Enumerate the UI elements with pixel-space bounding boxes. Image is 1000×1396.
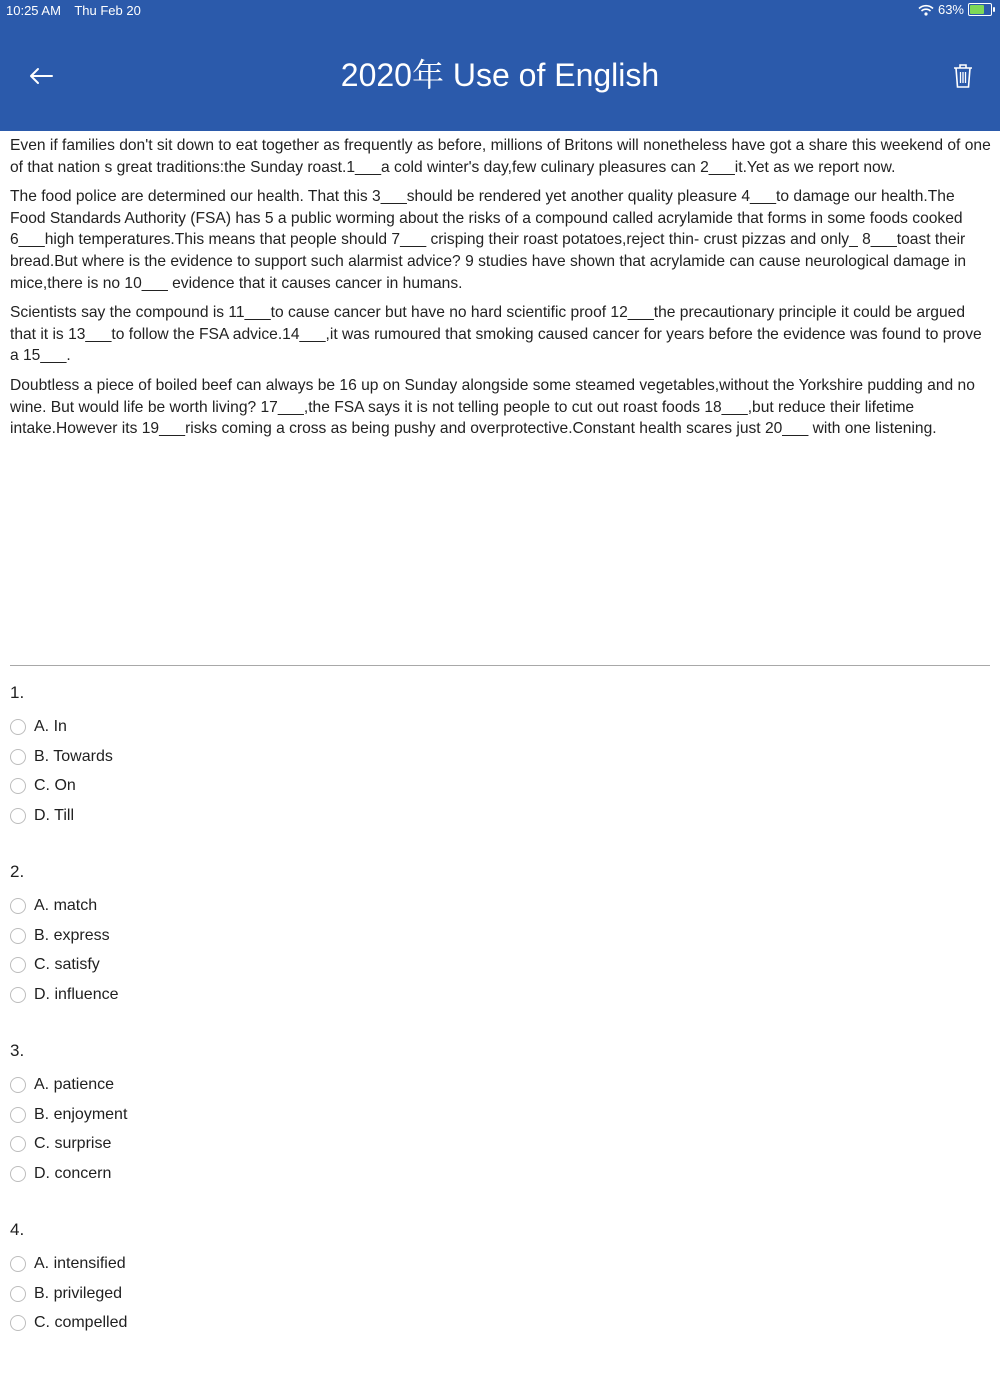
option-a[interactable] [10,1249,990,1279]
question-2 [10,859,990,1038]
question-4 [10,1217,990,1396]
question-list [10,680,990,1396]
option-a[interactable] [10,712,990,742]
radio-icon[interactable] [10,1256,26,1272]
question-1 [10,680,990,859]
option-label: B. enjoyment [34,1105,128,1123]
option-label: C. compelled [34,1314,128,1332]
option-a[interactable] [10,891,990,921]
radio-icon[interactable] [10,987,26,1003]
radio-icon[interactable] [10,957,26,973]
passage-paragraph: Doubtless a piece of boiled beef can always be 16 up on Sunday alongside some steamed vegetables,without the Yorkshire pudding and no wine. But would life be worth living? 17___,the FSA says it is not telling people to cut out roast foods 18___,but reduce their lifetime intake.However its 19___risks coming a cross as being pushy and overprotective.Constant health scares just 20___ with one listening. [10,376,975,438]
option-b[interactable] [10,742,990,772]
radio-icon[interactable] [10,928,26,944]
option-d[interactable] [10,1159,990,1189]
wifi-icon [918,4,934,16]
trash-icon [952,62,974,90]
passage-paragraph: Even if families don't sit down to eat together as frequently as before, millions of Britons will nonetheless have got a share this weekend of one of that nation s great traditions:the Sunday roast.1___a cold winter's day,few culinary pleasures can 2___it.Yet as we report now. [10,137,991,176]
radio-icon[interactable] [10,749,26,765]
delete-button[interactable] [952,62,974,90]
radio-icon[interactable] [10,1107,26,1123]
option-label: A. In [34,717,67,735]
question-number: 1. [10,683,25,702]
option-label: A. match [34,896,98,914]
option-c[interactable] [10,772,990,802]
option-label: A. intensified [34,1254,126,1272]
passage-paragraph: The food police are determined our health. That this 3___should be rendered yet another quality pleasure 4___to damage our health.The Food Standards Authority (FSA) has 5 a public worming about the risks of a compound called acrylamide that forms in some foods cooked 6___high temperatures.This means that people should 7___ crisping their roast potatoes,reject thin- crust pizzas and only_ 8___toast their bread.But where is the evidence to support such alarmist advice? 9 studies have shown that acrylamide can cause neurological damage in mice,there is no 10___ evidence that it causes cancer in humans. [10,188,967,292]
option-b[interactable] [10,1100,990,1130]
status-bar-left [6,3,151,18]
option-b[interactable] [10,1279,990,1309]
radio-icon[interactable] [10,898,26,914]
option-label: B. privileged [34,1284,123,1302]
radio-icon[interactable] [10,719,26,735]
option-d[interactable] [10,801,990,831]
option-c[interactable] [10,951,990,981]
radio-icon[interactable] [10,1286,26,1302]
option-label: A. patience [34,1075,115,1093]
option-label: D. concern [34,1165,112,1183]
option-label: C. surprise [34,1135,112,1153]
battery-percent: 63% [937,2,964,17]
question-number: 2. [10,862,25,881]
option-a[interactable] [10,1070,990,1100]
radio-icon[interactable] [10,1166,26,1182]
option-label: B. Towards [34,747,113,765]
option-b[interactable] [10,921,990,951]
option-label: D. Till [34,807,74,825]
option-c[interactable] [10,1130,990,1160]
passage-paragraph: Scientists say the compound is 11___to cause cancer but have no hard scientific proof 12___the precautionary principle it could be argued that it is 13___to follow the FSA advice.14___,it was rumoured that smoking caused cancer for years before the evidence was found to prove a 15___. [10,304,982,365]
status-time: 10:25 AM [6,3,61,18]
app-header [0,0,1000,131]
reading-passage [10,135,992,448]
radio-icon[interactable] [10,1315,26,1331]
radio-icon[interactable] [10,778,26,794]
question-number: 3. [10,1041,25,1060]
option-d[interactable] [10,980,990,1010]
page-title: 2020年 Use of English [340,57,660,93]
option-label: C. On [34,777,76,795]
status-bar-right [918,2,992,17]
section-divider [10,665,990,666]
radio-icon[interactable] [10,1077,26,1093]
radio-icon[interactable] [10,808,26,824]
radio-icon[interactable] [10,1136,26,1152]
status-date: Thu Feb 20 [74,3,141,18]
question-number: 4. [10,1220,25,1239]
battery-icon [968,3,992,16]
option-label: B. express [34,926,110,944]
option-label: C. satisfy [34,956,100,974]
option-label: D. influence [34,986,119,1004]
question-3 [10,1038,990,1217]
